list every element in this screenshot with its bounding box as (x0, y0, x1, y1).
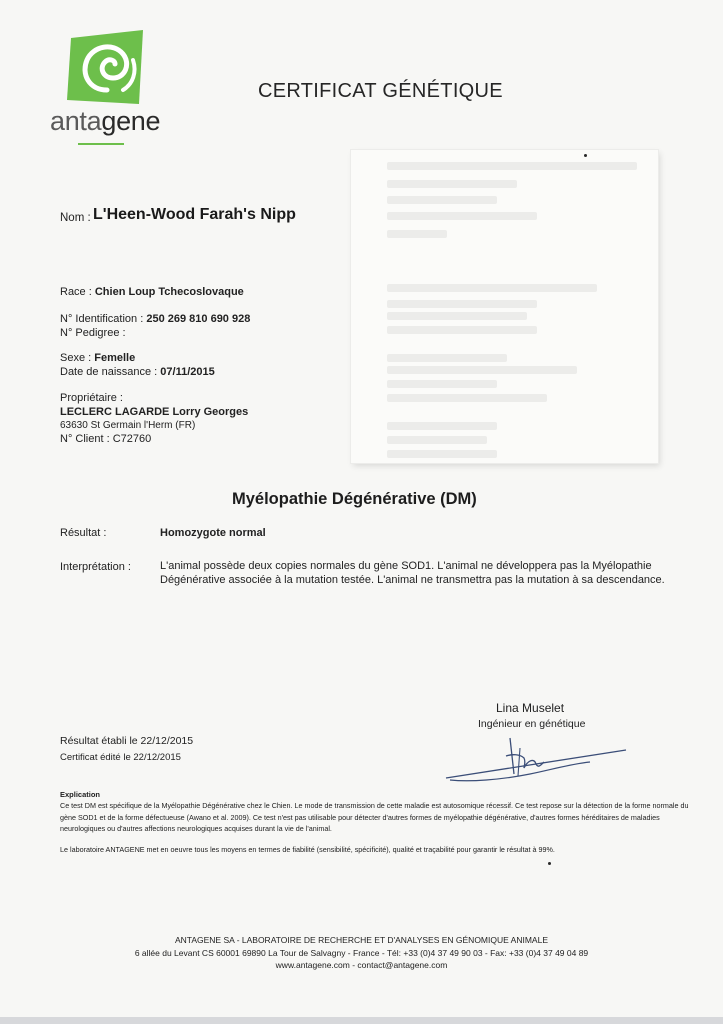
client-value: C72760 (112, 433, 152, 445)
animal-name: L'Heen-Wood Farah's Nipp (93, 206, 296, 223)
pedigree-label: N° Pedigree : (60, 327, 126, 339)
logo-underline (78, 143, 124, 145)
pasted-address-label (351, 150, 658, 463)
signatory-title: Ingénieur en génétique (478, 718, 586, 730)
identification-value: 250 269 810 690 928 (146, 313, 251, 325)
certificate-title: CERTIFICAT GÉNÉTIQUE (258, 80, 503, 102)
test-name: Myélopathie Dégénérative (DM) (232, 490, 477, 508)
antagene-swirl-icon (67, 30, 147, 108)
resultat-value: Homozygote normal (160, 527, 266, 539)
identification-label: N° Identification : (60, 313, 144, 325)
race-row (60, 286, 244, 298)
certificate-date: Certificat édité le 22/12/2015 (60, 752, 181, 763)
ink-dot (584, 154, 587, 157)
logo-wordmark: antagene (50, 106, 161, 136)
sexe-row (60, 352, 135, 364)
antagene-logo (52, 30, 162, 150)
race-label: Race : (60, 286, 92, 298)
resultat-label: Résultat : (60, 527, 107, 539)
ink-dot (548, 862, 551, 865)
footer (0, 934, 723, 972)
owner-label: Propriétaire : (60, 392, 123, 404)
interpretation-text: L'animal possède deux copies normales du gène SOD1. L'animal ne développera pas la Myélopathie Dégénérative associée à la mutation testée. L'animal ne transmettra pas la mutation à sa descendance. (160, 560, 665, 586)
footer-company: ANTAGENE SA - LABORATOIRE DE RECHERCHE ET D'ANALYSES EN GÉNOMIQUE ANIMALE (174, 935, 549, 945)
naissance-value: 07/11/2015 (160, 366, 215, 378)
naissance-row (60, 366, 215, 378)
race-value: Chien Loup Tchecoslovaque (94, 286, 244, 298)
explication-title: Explication (60, 790, 101, 799)
nom-label: Nom : (60, 212, 91, 224)
pedigree-row (60, 327, 126, 339)
sexe-label: Sexe : (60, 352, 92, 364)
handwritten-signature (440, 730, 630, 790)
identification-row (60, 313, 250, 325)
scan-edge (0, 1017, 723, 1024)
result-date: Résultat établi le 22/12/2015 (60, 735, 194, 747)
quality-statement: Le laboratoire ANTAGENE met en oeuvre tous les moyens en termes de fiabilité (sensibilité, spécificité), qualité et traçabilité pour garantir le résultat à 99%. (60, 845, 555, 854)
owner-address: 63630 St Germain l'Herm (FR) (60, 420, 196, 431)
client-label: N° Client : (60, 433, 110, 445)
client-row (60, 433, 151, 445)
explication-text: Ce test DM est spécifique de la Myélopathie Dégénérative chez le Chien. Le mode de transmission de cette maladie est autosomique récessif. Ce test repose sur la détection de la forme normale du gène SOD1 et de la forme défectueuse (Awano et al. 2009). Ce test n'est pas utilisable pour détecter d'autres formes de myélopathie dégénérative, d'autres formes héréditaires de maladies neurologiques ou d'autres affections neurologiques acquises durant la vie de l'animal. (60, 801, 689, 833)
sexe-value: Femelle (94, 352, 136, 364)
signatory-name: Lina Muselet (496, 701, 565, 715)
naissance-label: Date de naissance : (60, 366, 158, 378)
interpretation-label: Interprétation : (60, 561, 131, 573)
footer-address: 6 allée du Levant CS 60001 69890 La Tour de Salvagny - France - Tél: +33 (0)4 37 49 90 03 - Fax: +33 (0)4 37 49 04 89 (134, 947, 589, 958)
footer-contact: www.antagene.com - contact@antagene.com (275, 960, 448, 970)
owner-name: LECLERC LAGARDE Lorry Georges (60, 406, 249, 418)
